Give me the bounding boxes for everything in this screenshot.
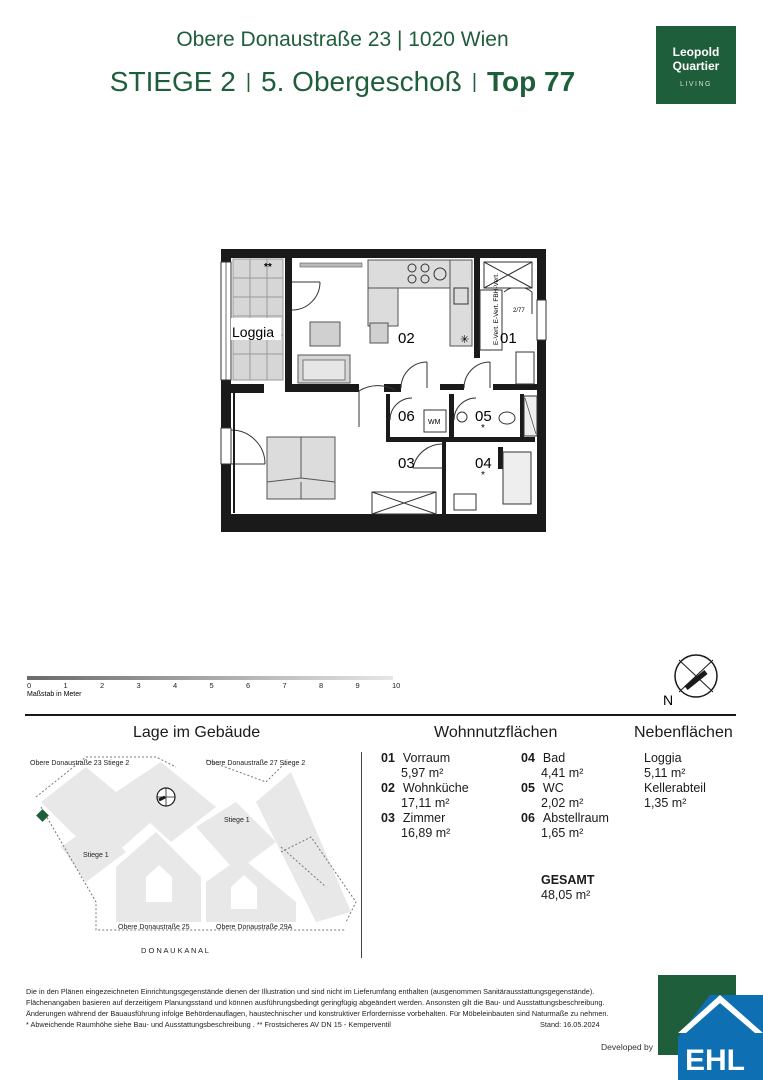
area-item xyxy=(381,811,450,841)
unit-number: Top 77 xyxy=(487,66,576,97)
disclaimer-line: Flächenangaben basieren auf derzeitigem Planungsstand und können ausführungsbedingt geringfügig abgeändert werden. Ansonsten gilt die Bau- und Ausstattungsbeschreibung. xyxy=(26,998,605,1007)
area-item xyxy=(381,781,469,811)
area-value: 16,89 m² xyxy=(401,826,451,840)
ehl-logo xyxy=(658,975,763,1080)
column-divider xyxy=(361,752,362,958)
area-number: 01 xyxy=(381,751,395,765)
door-number: 2/77 xyxy=(513,308,525,314)
double-bed xyxy=(267,437,335,499)
site-label: Stiege 1 xyxy=(224,817,250,824)
room-label-03: 03 xyxy=(398,455,415,472)
compass xyxy=(660,652,730,712)
stair-label: STIEGE 2 xyxy=(109,66,236,97)
disclaimer-line: Änderungen während der Bauausführung infolge Behördenauflagen, haustechnischer und konstruktiver Erfordernisse vorbehalten. Für Möbeleinbauten sind Naturmaße zu nehmen. xyxy=(26,1009,609,1018)
scale-tick-label: 2 xyxy=(100,681,105,690)
site-label: Obere Donaustraße 27 Stiege 2 xyxy=(206,760,306,767)
room-label-01: 01 xyxy=(500,330,517,347)
area-name: Vorraum xyxy=(402,751,451,765)
area-number: 02 xyxy=(381,781,395,795)
separator: | xyxy=(245,71,252,93)
distribution-label: E-Vert. E-Vert. FBH-Vert. xyxy=(493,273,500,345)
extra-name: Loggia xyxy=(644,751,682,765)
scale-tick-label: 5 xyxy=(209,681,214,690)
location-heading: Lage im Gebäude xyxy=(133,724,261,741)
area-number: 05 xyxy=(521,781,535,795)
site-label: Obere Donaustraße 25 xyxy=(118,924,190,931)
room-label-06: 06 xyxy=(398,408,415,425)
room-label-02: 02 xyxy=(398,330,415,347)
areas-heading: Wohnnutzflächen xyxy=(434,724,558,741)
area-name: Wohnküche xyxy=(402,781,469,795)
scale-tick-label: 0 xyxy=(27,681,32,690)
ceiling-mark: * xyxy=(481,423,485,434)
logo-line-1: Leopold xyxy=(672,45,720,59)
site-label: Obere Donaustraße 23 Stiege 2 xyxy=(30,760,130,767)
area-number: 06 xyxy=(521,811,535,825)
canal-label: D O N A U K A N A L xyxy=(141,946,209,955)
total-value: 48,05 m² xyxy=(541,888,591,902)
site-buildings xyxy=(41,762,351,922)
scale-tick-label: 6 xyxy=(246,681,251,690)
fridge-mark: ✳ xyxy=(460,334,470,346)
extra-area: 5,11 m² xyxy=(644,766,686,780)
washing-machine-label: WM xyxy=(428,419,441,426)
floor-label: 5. Obergeschoß xyxy=(261,66,462,97)
area-value: 4,41 m² xyxy=(541,766,584,780)
extra-item xyxy=(644,751,706,811)
section-divider xyxy=(25,714,736,716)
area-value: 17,11 m² xyxy=(401,796,450,810)
disclaimer-line: Die in den Plänen eingezeichneten Einrichtungsgegenstände dienen der Illustration und sind nicht im Lieferumfang enthalten (ausgenommen Sanitärausstattungsgegenstände). xyxy=(26,987,595,996)
disclaimer-line: * Abweichende Raumhöhe siehe Bau- und Ausstattungsbeschreibung . ** Frostsicheres AV DN 15 - Kemperventil xyxy=(26,1020,391,1029)
frost-mark: ** xyxy=(264,262,272,273)
plan-date: Stand: 16.05.2024 xyxy=(540,1020,600,1029)
scale-tick-label: 9 xyxy=(355,681,360,690)
scale-bar xyxy=(0,665,420,700)
area-name: WC xyxy=(542,781,564,795)
scale-tick-label: 1 xyxy=(63,681,68,690)
area-value: 2,02 m² xyxy=(541,796,584,810)
total-area xyxy=(541,873,594,903)
site-label: Stiege 1 xyxy=(83,852,109,859)
area-item xyxy=(381,751,450,781)
scale-tick-label: 8 xyxy=(319,681,324,690)
area-number: 04 xyxy=(521,751,535,765)
loggia-label: Loggia xyxy=(232,324,275,340)
separator: | xyxy=(471,71,478,93)
scale-caption: Maßstab in Meter xyxy=(27,691,82,698)
extra-heading: Nebenflächen xyxy=(634,724,733,741)
ehl-text: EHL xyxy=(685,1044,745,1077)
site-label: Obere Donaustraße 29A xyxy=(216,924,293,931)
developed-by: Developed by xyxy=(601,1042,653,1052)
logo-line-2: Quartier xyxy=(672,59,720,73)
area-value: 1,65 m² xyxy=(541,826,584,840)
room-label-05: 05 xyxy=(475,408,492,425)
total-label: GESAMT xyxy=(541,873,595,887)
scale-tick-label: 10 xyxy=(392,681,401,690)
scale-tick-label: 3 xyxy=(136,681,141,690)
area-name: Bad xyxy=(542,751,566,765)
project-address: Obere Donaustraße 23 | 1020 Wien xyxy=(176,28,509,51)
room-label-04: 04 xyxy=(475,455,492,472)
site-map xyxy=(26,752,361,958)
extra-area: 1,35 m² xyxy=(644,796,687,810)
area-item xyxy=(521,811,609,841)
ceiling-mark: * xyxy=(481,470,485,481)
area-number: 03 xyxy=(381,811,395,825)
area-item xyxy=(521,781,583,811)
area-value: 5,97 m² xyxy=(401,766,444,780)
scale-tick-label: 4 xyxy=(173,681,178,690)
area-item xyxy=(521,751,583,781)
scale-tick-label: 7 xyxy=(282,681,287,690)
north-label: N xyxy=(663,692,674,708)
logo-line-3: LIVING xyxy=(680,81,712,88)
area-name: Zimmer xyxy=(402,811,446,825)
area-name: Abstellraum xyxy=(542,811,609,825)
extra-name: Kellerabteil xyxy=(644,781,706,795)
